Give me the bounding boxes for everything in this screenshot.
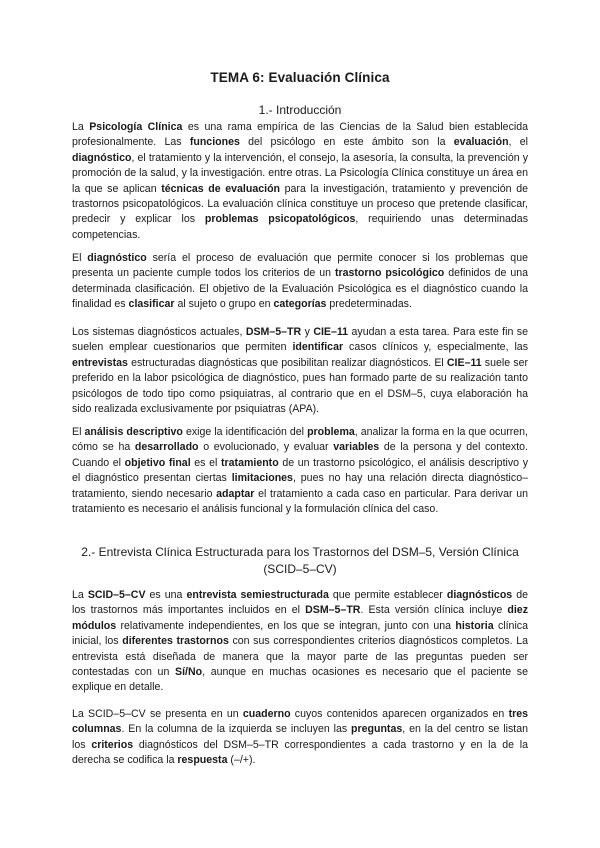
- emphasis-term: trastorno psicológico: [334, 267, 445, 280]
- emphasis-term: problemas psicopatológicos: [204, 213, 356, 226]
- emphasis-term: criterios: [91, 738, 134, 751]
- emphasis-term: CIE–11: [446, 356, 482, 369]
- emphasis-term: clasificar: [128, 298, 175, 311]
- emphasis-term: funciones: [189, 136, 240, 149]
- emphasis-term: Psicología Clínica: [89, 121, 183, 133]
- emphasis-term: identificar: [292, 341, 344, 354]
- emphasis-term: SCID–5–CV: [87, 589, 146, 601]
- emphasis-term: diagnóstico: [72, 151, 132, 164]
- emphasis-term: cuaderno: [242, 708, 291, 720]
- emphasis-term: objetivo final: [124, 456, 191, 469]
- emphasis-term: adaptar: [216, 487, 255, 500]
- emphasis-term: diferentes trastornos: [122, 635, 229, 648]
- section-heading-introduccion: 1.- Introducción: [258, 103, 342, 117]
- emphasis-term: preguntas: [351, 723, 403, 736]
- emphasis-term: DSM–5–TR: [305, 604, 361, 617]
- paragraph: La SCID–5–CV es una entrevista semiestructurada que permite establecer diagnósticos de los trastornos más importantes incluidos en el DSM–5–TR. Esta versión clínica incluye diez módulos relativamente independientes, en los que se integran, junto con una historia clínica inicial, los diferentes trastornos con sus correspondientes criterios diagnósticos completos. La entrevista está diseñada de manera que la mayor parte de las preguntas pueden ser contestadas con un Sí/No, aunque en muchas ocasiones es necesario que el paciente se explique en detalle.: [72, 589, 528, 694]
- emphasis-term: CIE–11: [313, 326, 349, 338]
- emphasis-term: historia: [455, 619, 494, 632]
- paragraph: Los sistemas diagnósticos actuales, DSM–5–TR y CIE–11 ayudan a esta tarea. Para este fin se suelen emplear cuestionarios que permiten identificar casos clínicos y, especialmente, las entrevistas estructuradas diagnósticas que posibilitan realizar diagnósticos. El CIE–11 suele ser preferido en la labor psicológica de diagnóstico, pues han formado parte de su realización tanto psicólogos de todo tipo como psiquiatras, al contrario que en el DSM–5, cuya elaboración ha sido realizada exclusivamente por psiquiatras (APA).: [72, 326, 528, 416]
- emphasis-term: Sí/No: [175, 666, 203, 679]
- paragraph: El análisis descriptivo exige la identificación del problema, analizar la forma en la que ocurren, cómo se ha desarrollado o evolucionado, y evaluar variables de la persona y del contexto. Cuando el objetivo final es el tratamiento de un trastorno psicológico, el análisis descriptivo y el diagnóstico presentan ciertas limitaciones, pues no hay una relación directa diagnóstico–tratamiento, siendo necesario adaptar el tratamiento a cada caso en particular. Para derivar un tratamiento es necesario el análisis funcional y la formulación clínica del caso.: [72, 426, 528, 516]
- emphasis-term: entrevistas: [72, 356, 128, 369]
- emphasis-term: tres columnas: [72, 708, 528, 736]
- page-title: TEMA 6: Evaluación Clínica: [210, 70, 390, 85]
- emphasis-term: respuesta: [177, 754, 228, 767]
- emphasis-term: diagnósticos: [446, 589, 513, 601]
- emphasis-term: limitaciones: [231, 472, 293, 485]
- emphasis-term: categorías: [273, 298, 327, 311]
- section-heading-scid: 2.- Entrevista Clínica Estructurada para los Trastornos del DSM–5, Versión Clínica (SCID–5–CV): [81, 545, 519, 576]
- emphasis-term: técnicas de evaluación: [161, 182, 281, 195]
- emphasis-term: problema: [307, 426, 355, 438]
- emphasis-term: entrevista semiestructurada: [186, 589, 329, 601]
- emphasis-term: análisis descriptivo: [84, 426, 183, 438]
- emphasis-term: variables: [333, 441, 380, 454]
- emphasis-term: diez módulos: [72, 604, 528, 632]
- paragraph: La SCID–5–CV se presenta en un cuaderno cuyos contenidos aparecen organizados en tres columnas. En la columna de la izquierda se incluyen las preguntas, en la del centro se listan los criterios diagnósticos del DSM–5–TR correspondientes a cada trastorno y en la de la derecha se codifica la respuesta (–/+).: [72, 708, 528, 767]
- emphasis-term: evaluación: [453, 136, 509, 149]
- paragraph: El diagnóstico sería el proceso de evaluación que permite conocer si los problemas que presenta un paciente cumple todos los criterios de un trastorno psicológico definidos de una determinada clasificación. El objetivo de la Evaluación Psicológica es el diagnóstico cuando la finalidad es clasificar al sujeto o grupo en categorías predeterminadas.: [72, 252, 528, 311]
- paragraph: La Psicología Clínica es una rama empírica de las Ciencias de la Salud bien establecida profesionalmente. Las funciones del psicólogo en este ámbito son la evaluación, el diagnóstico, el tratamiento y la intervención, el consejo, la asesoría, la consulta, la prevención y promoción de la salud, y la investigación. entre otras. La Psicología Clínica constituye un área en la que se aplican técnicas de evaluación para la investigación, tratamiento y prevención de trastornos psicopatológicos. La evaluación clínica constituye un proceso que pretende clasificar, predecir y explicar los problemas psicopatológicos, requiriendo unas determinadas competencias.: [72, 121, 529, 241]
- emphasis-term: desarrollado: [134, 441, 199, 454]
- emphasis-term: tratamiento: [221, 456, 279, 469]
- emphasis-term: DSM–5–TR: [245, 326, 302, 338]
- emphasis-term: diagnóstico: [87, 252, 147, 264]
